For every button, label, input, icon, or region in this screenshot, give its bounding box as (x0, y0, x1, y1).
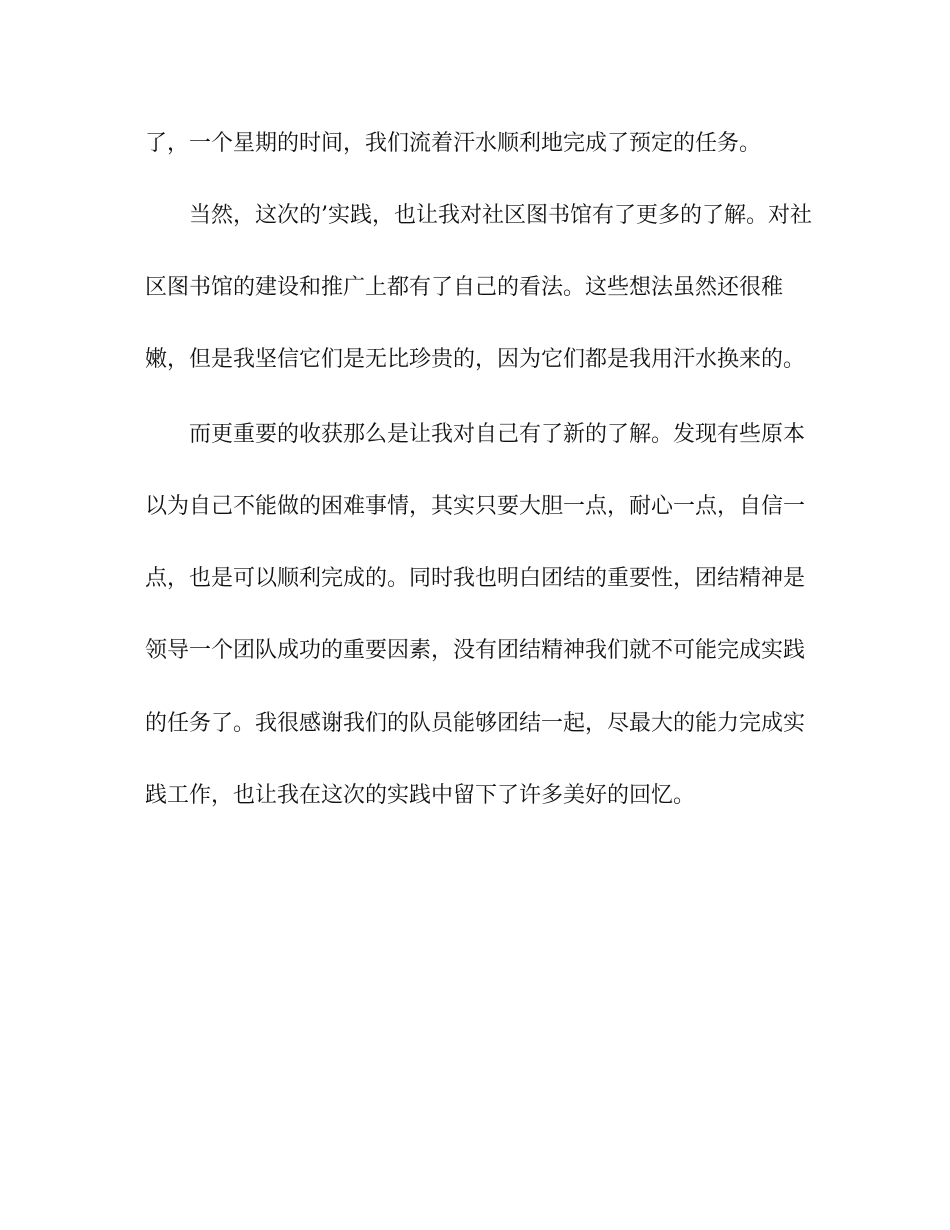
paragraph-line: 的任务了。我很感谢我们的队员能够团结一起，尽最大的能力完成实 (145, 711, 806, 736)
paragraph-line: 了，一个星期的时间，我们流着汗水顺利地完成了预定的任务。 (145, 131, 762, 156)
paragraph-line: 领导一个团队成功的重要因素，没有团结精神我们就不可能完成实践 (145, 638, 806, 663)
paragraph-line: 区图书馆的建设和推广上都有了自己的看法。这些想法虽然还很稚 (145, 275, 784, 300)
paragraph-line: 嫩，但是我坚信它们是无比珍贵的，因为它们都是我用汗水换来的。 (145, 347, 806, 372)
paragraph-line: 点，也是可以顺利完成的。同时我也明白团结的重要性，团结精神是 (145, 566, 806, 591)
paragraph-line: 践工作，也让我在这次的实践中留下了许多美好的回忆。 (145, 783, 696, 808)
paragraph-line: 以为自己不能做的困难事情，其实只要大胆一点，耐心一点，自信一 (145, 494, 806, 519)
paragraph-line: 而更重要的收获那么是让我对自己有了新的了解。发现有些原本 (189, 422, 806, 447)
paragraph-line: 当然，这次的’实践，也让我对社区图书馆有了更多的了解。对社 (189, 203, 812, 228)
